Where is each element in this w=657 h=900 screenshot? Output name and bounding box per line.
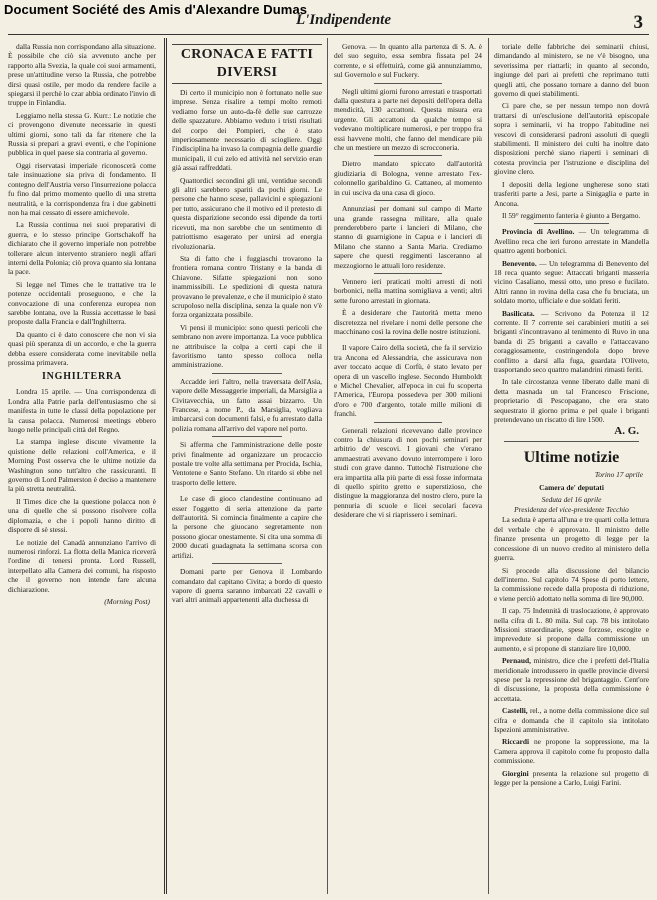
paragraph bbox=[494, 769, 649, 788]
paragraph: Di certo il municipio non è fortunato nelle sue imprese. Senza risalire a tempi molto remoti vediamo forse un auto-da-fè delle sue carrozze delle spazzature. Abbiamo veduto i tristi risultati del corpo dei Pompieri, che è stato imperiosamente necessario di sciogliere. Oggi l'indisciplina ha invaso la compagnia delle guardie municipali, il cui zelo ed attività nel servizio eran già assai raffreddati. bbox=[172, 88, 322, 173]
author-signature: A. G. bbox=[614, 425, 639, 438]
paragraph: Generali relazioni ricevevano dalle province contro la chiusura di non pochi seminari per arbitrio de' vescovi. I giovani che v'erano ammaestrati avevano dovuto interrompere i loro studi con grave danno. Tuttochè l'istruzione che era impartita alla più parte di essi fosse informata di quello spirito gretto e superstizioso, che distingue la maggioranza del nostro clero, pure la pennuria di scuole e licei secolari faceva desiderare che vi si riaprissero i seminari. bbox=[334, 425, 482, 520]
newspaper-masthead: L'Indipendente bbox=[296, 12, 392, 28]
paragraph: I depositi della legione ungherese sono stati trasferiti parte a Jesi, parte a Sinigaglia e parte in Ancona. bbox=[494, 179, 649, 208]
dateline-basilicata: Basilicata. bbox=[502, 308, 535, 318]
column-1 bbox=[8, 42, 156, 894]
paragraph: toriale delle fabbriche dei seminarii chiusi, dimandando al ministero, se ne v'è bisogno, una severissima per riattarli; in quanto al secondo, ingiunge del pari ai prefetti che reprimano tutti quegli atti, che possano tornare a danno del buon governo di quei stabilimenti. bbox=[494, 42, 649, 99]
separator bbox=[374, 200, 442, 201]
separator bbox=[212, 490, 282, 491]
paragraph: Accadde ieri l'altro, nella traversata dell'Asia, vapore delle Messaggerie imperiali, da Marsiglia a Civitavecchia, un fatto assai bizzarro. Un Francese, a nome P., da Marsiglia, vogliava imbarcarsi con documenti falsi, e fu arrestato dalla polizia romana all'arrivo del vapore nel porto. bbox=[172, 376, 322, 433]
paragraph bbox=[494, 737, 649, 765]
paragraph: Sta di fatto che i fuggiaschi trovarono la frontiera romana contro Tristany e la banda di Chiavone. Sifatte spiegazioni non sono inammissibili. Le spedizioni di questa natura provavano le prevalenze, e che il municipio è stato scrupoloso nella disciplina, senza la quale non v'è forza organizzata possibile. bbox=[172, 253, 322, 320]
separator bbox=[534, 223, 609, 224]
paragraph: Il Times dice che la questione polacca non è una di quelle che si possono risolvere colla diplomazia, e che i popoli hanno diritto di disporre di sè stessi. bbox=[8, 496, 156, 535]
paragraph: Annunziasi per domani sul campo di Marte una grande rassegna militare, alla quale prenderebbero parte i lancieri di Milano, che stanno di guarnigione in Capua e i lancieri di Milano che stanno a Santa Maria. Crediamo sapere che questi reggimenti lasceranno al mezzogiorno le attuali loro residenze. bbox=[334, 204, 482, 270]
paragraph-text: — Scrivono da Potenza il 12 corrente. Il 7 corrente sei carabinieri mutiti a sei briganti s'incontravano al tenimento di Ruvo in una banda di 25 briganti a cavallo e l'attaccavano coraggiosamente, costringendola dopo breve conflitto a darsi alla fuga, guardata l'Oliveto, trasportando seco quattro malandrini rimasti feriti. bbox=[494, 308, 649, 374]
paragraph bbox=[494, 706, 649, 734]
paragraph: La stampa inglese discute vivamente la quistione delle relazioni coll'America, e il Morning Post osserva che le ultime notizie da Washington sono tutt'altro che rassicuranti. Il governo di Lord Palmerston è deciso a mantenere la più stretta neutralità. bbox=[8, 437, 156, 494]
paragraph: Vennero ieri praticati molti arresti di noti borbonici, nella mattina somigliava a venti; altri sette furono arrestati in giornata. bbox=[334, 276, 482, 305]
paragraph: Dietro mandato spiccato dall'autorità giudiziaria di Bologna, venne arrestato l'ex-colonnello garibaldino G. Cattaneo, al momento in cui usciva da una casa di gioco. bbox=[334, 159, 482, 197]
separator bbox=[374, 422, 442, 423]
paragraph-text: — Un telegramma di Benevento del 18 reca quanto segue: Attaccati briganti masseria vicino Casaliano, messi otto, uno preso e fucilato. Altri ranno in rovina della casa che fu bruciata, un soldato morto, ufficiale e due soldati feriti. bbox=[494, 258, 649, 306]
source-credit: (Morning Post) bbox=[104, 596, 150, 606]
chamber-heading: Camera de' deputati bbox=[539, 483, 604, 493]
paragraph: La seduta è aperta all'una e tre quarti colla lettura del verbale che è approvato. Il ministro delle finanze presenta un progetto di legge per la concessione di un nuovo credito al ministero della guerra. bbox=[494, 515, 649, 563]
paragraph: Negli ultimi giorni furono arrestati e trasportati dalla questura a parte nei depositi dell'opera della mendicità, 130 accattoni. Questa misura era urgente. Gli accattoni da qualche tempo si vedevano moltiplicare numerosi, e per troppo fra essi havvene molti, che fanno del mendicare più che un mestiere un mezzo di scrocconeria. bbox=[334, 86, 482, 153]
paragraph: Oggi riservatasi imperiale riconoscerà come tale insinuazione sia priva di fondamento. Il contegno dell'Austria verso l'insurrezione polacca fu fino dal primo momento quello di una stretta neutralità, e la corrispondenza fra i due gabinetti non ha mai cessato di essere amichevole. bbox=[8, 160, 156, 217]
column-divider-1 bbox=[164, 38, 167, 894]
dateline-torino: Torino 17 aprile bbox=[594, 469, 643, 479]
paragraph bbox=[494, 259, 649, 306]
separator bbox=[374, 273, 442, 274]
paragraph: Le notizie del Canadà annunziano l'arrivo di numerosi rinforzi. La flotta della Manica riceverà l'ordine di tenersi pronta. Lord Russell, interpellato alla Camera dei comuni, ha risposto che il governo non intende fare alcuna dichiarazione. bbox=[8, 537, 156, 594]
column-divider-3 bbox=[488, 38, 489, 894]
header-rule bbox=[8, 34, 649, 35]
paragraph-text: ne propone la soppressione, ma la Camera approva il capitolo come fu proposto dalla commissione. bbox=[494, 737, 649, 766]
paragraph: Si legge nel Times che le trattative tra le potenze occidentali proseguono, e che la convocazione di una conferenza europea non sarebbe lontana, ove la Russia accettasse le basi proposte dalla Francia e dall'Inghilterra. bbox=[8, 279, 156, 327]
column-3 bbox=[334, 42, 482, 894]
speaker-name: Riccardi bbox=[502, 737, 530, 747]
separator bbox=[212, 373, 282, 374]
paragraph-text: rel., a nome della commissione dice sul cifra e domanda che il capitolo sia intitolato Ispezioni amministrative. bbox=[494, 706, 649, 734]
column-2 bbox=[172, 42, 322, 894]
paragraph: Londra 15 aprile. — Una corrispondenza di Londra alla Patrie parla dell'entusiasmo che si manifesta in tutte le classi della popolazione per la causa polacca. Numerosi meetings ebbero luogo nelle principali città del Regno. bbox=[8, 387, 156, 435]
paragraph: Il cap. 75 Indennità di traslocazione, è approvato nella cifra di L. 80 mila. Sul cap. 78 bis intitolato Missioni straordinarie, spese forzose, escogite e imprevedute si propone dalla commissione un aumento, e si propone di stanziare lire 10,000. bbox=[494, 606, 649, 653]
paragraph: Da quanto ci è dato conoscere che non vi sia quasi più speranza di un accordo, e che la guerra debba essere considerata come inevitabile nella prossima primavera. bbox=[8, 329, 156, 367]
speaker-name: Castelli, bbox=[502, 706, 528, 716]
separator bbox=[374, 339, 442, 340]
speaker-name: Pernaud, bbox=[502, 656, 531, 666]
paragraph bbox=[494, 309, 649, 375]
paragraph bbox=[494, 656, 649, 703]
paragraph-text: presenta la relazione sul progetto di legge per la pensione a Carlo, Luigi Farini. bbox=[494, 768, 649, 788]
separator bbox=[212, 563, 282, 564]
paragraph: Il vapore Cairo della società, che fa il servizio tra Ancona ed Alessandria, che assicurava non aver toccato acque di Corfù, è stato levato per opera di un vascello inglese. Secondo Humboldt e Michel Chevalier, all'epoca in cui fu scoperta l'America, l'Europa possedeva per 300 milioni d'oro e 700 d'argento, totale mille milioni di franchi. bbox=[334, 343, 482, 419]
paragraph: È a desiderare che l'autorità metta meno discretezza nel rivelare i nomi delle persone che macchinano così la rovina delle nostre istituzioni. bbox=[334, 308, 482, 336]
speaker-name: Giorgini bbox=[502, 768, 529, 778]
paragraph: In tale circostanza venne liberato dalle mani di detta masnada un tal Francesco Friscione, proprietario di Pescopagano, che era stato sequestrato il giorno prima e pel quale i briganti pretendevano un riscatto di lire 1500. bbox=[494, 377, 649, 425]
paragraph: La Russia continua nei suoi preparativi di guerra, e lo stesso principe Gortschakoff ha dichiarato che il governo imperiale non potrebbe tollerare alcun intervento straniero negli affari interni della Polonia; ciò prova quanto sia lontana la pace. bbox=[8, 220, 156, 277]
paragraph: Si afferma che l'amministrazione delle poste privi finalmente ad organizzare un procaccio postale tre volte alla settimana per Procida, Ischia, Ventotene e Santo Stefano. Un ritardo si ebbe nel trasporto delle lettere. bbox=[172, 440, 322, 487]
dateline-avellino: Provincia di Avellino. bbox=[502, 227, 575, 237]
paragraph-text: — Un telegramma di Avellino reca che ieri furono arrestate in Mandella quattro agenti borbonici. bbox=[494, 227, 649, 256]
presidency-line: Presidenza del vice-presidente Tecchio bbox=[514, 505, 629, 515]
paragraph: Leggiamo nella stessa G. Kurr.: Le notizie che ci provengono divenute necessarie in questi ultimi giorni, sono tali da far ritenere che la Russia si prepari a gravi eventi, e che l'opinione pubblica in quel paese sia contraria al governo. bbox=[8, 110, 156, 158]
paragraph bbox=[494, 227, 649, 255]
paragraph: Si procede alla discussione del bilancio dell'interno. Sul capitolo 74 Spese di porto lettere, la commissione recede dalla proposta di riduzione, e viene perciò adottato nella somma di lire 90,000. bbox=[494, 565, 649, 603]
watermark-text: Document Société des Amis d'Alexandre Dumas bbox=[4, 2, 308, 17]
separator bbox=[374, 83, 442, 84]
page-number: 3 bbox=[633, 12, 643, 33]
session-date: Seduta del 16 aprile bbox=[541, 494, 602, 504]
paragraph: Vi pensi il municipio: sono questi pericoli che sembrano non avere importanza. La voce pubblica ne attribuisce la colpa a certi capi che il favoritismo tanto spesso colloca nella amministrazione. bbox=[172, 322, 322, 370]
separator bbox=[504, 441, 639, 442]
paragraph: dalla Russia non corrispondano alla situazione. È possibile che ciò sia avvenuto anche per rapporto alla Svezia, la quale coi suoi armamenti, prese un'attitudine verso la Russia, che potrebbe dirsi quasi ostile, per modo da rendere facile a spiegarsi il perchè lo czar abbia ordinato l'invio di truppe in Finlandia. bbox=[8, 42, 156, 108]
column-4 bbox=[494, 42, 649, 894]
paragraph: Le case di gioco clandestine continuano ad esser l'oggetto di seria attenzione da parte dell'autorità. Si comincia finalmente a capire che la persone che giuocano segretamente non possono giocar onestamente. Si cita una somma di 2000 ducati guadagnata la settimana scorsa con artifizi. bbox=[172, 494, 322, 560]
paragraph: Domani parte per Genova il Lombardo comandato dal capitano Civita; a bordo di questo vapore di guerra saranno imbarcati 22 cavalli e vari altri animali appartenenti alla duchessa di bbox=[172, 567, 322, 605]
section-heading-inghilterra: INGHILTERRA bbox=[41, 371, 123, 383]
section-title-ultime-notizie: Ultime notizie bbox=[523, 448, 620, 466]
separator bbox=[374, 155, 442, 156]
paragraph-text: ministro, dice che i prefetti del-l'Italia meridionale introdussero in quelle provincie diversi spese per la repressione del brigantaggio. Cent'ore di discussione, la proposta della commissione è accettata. bbox=[494, 656, 649, 703]
section-title-cronaca: CRONACA E FATTI DIVERSI bbox=[172, 44, 322, 84]
dateline-benevento: Benevento. bbox=[502, 258, 537, 268]
paragraph: Il 59° reggimento fanteria è giunto a Bergamo. bbox=[502, 210, 641, 220]
column-divider-2 bbox=[327, 38, 328, 894]
separator bbox=[212, 436, 282, 437]
paragraph: Genova. — In quanto alla partenza di S. A. è del suo seguito, essa sembra fissata pel 24 corrente, e si effettuirà, come già annunziammo, sul Governolo e sul Fuckery. bbox=[334, 42, 482, 80]
paragraph: Quattordici secondini gli uni, ventidue secondi gli altri sarebbero spariti da pochi giorni. Le persone che hanno scese, pallavicini e spiegazioni per tutto, assicurano che il motivo ed il pretesto di questa disparizione secondo essi dipende da torti ricevuti, ma non sarebbe che un sentimento di patriottismo esagerato per unirsi ad energia rivoluzionaria. bbox=[172, 175, 322, 251]
paragraph: Ci pare che, se per nessun tempo non dovrà trattarsi di un'esclusione dell'autorità episcopale sopra i seminarii, vi ha troppo l'abitudine nei vescovi di considerarsi padroni assoluti di quegli stabilimenti. Il ministero dei culti ha inoltre dato disposizioni perchè siano riaperti i seminari di cotesta provincia per l'istruzione e disciplina del giovine clero. bbox=[494, 101, 649, 177]
